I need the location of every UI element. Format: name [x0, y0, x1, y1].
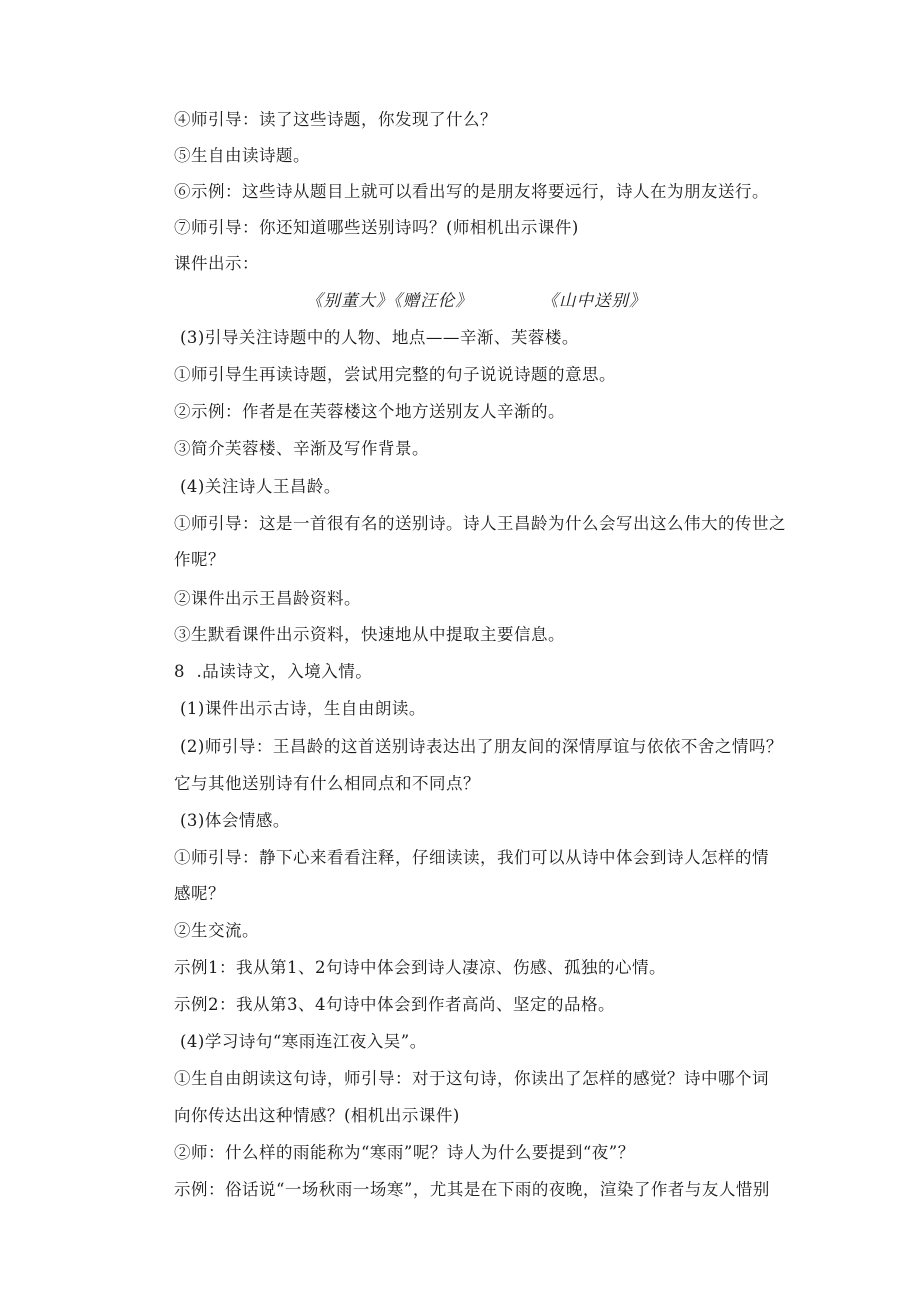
paragraph-line: 向你传达出这种情感？(相机出示课件): [174, 1106, 460, 1125]
paragraph-line: ①师引导生再读诗题，尝试用完整的句子说说诗题的意思。: [174, 365, 616, 384]
paragraph-line: 示例2：我从第3、4句诗中体会到作者高尚、坚定的品格。: [174, 995, 615, 1014]
paragraph-line: 示例：俗话说“一场秋雨一场寒”，尤其是在下雨的夜晚，渲染了作者与友人惜别: [174, 1180, 770, 1199]
paragraph-line: 它与其他送别诗有什么相同点和不同点？: [174, 774, 480, 793]
paragraph-line: (2)师引导：王昌龄的这首送别诗表达出了朋友间的深情厚谊与依依不舍之情吗？: [180, 737, 783, 756]
paragraph-line: 课件出示：: [174, 254, 259, 273]
paragraph-line: ②师：什么样的雨能称为“寒雨”呢？诗人为什么要提到“夜”？: [174, 1143, 635, 1162]
paragraph-line: ①师引导：这是一首很有名的送别诗。诗人王昌龄为什么会写出这么伟大的传世之: [174, 514, 786, 533]
paragraph-line: ⑦师引导：你还知道哪些送别诗吗？(师相机出示课件): [174, 218, 579, 237]
section-heading: (4)关注诗人王昌龄。: [180, 477, 341, 496]
paragraph-line: ①生自由朗读这句诗，师引导：对于这句诗，你读出了怎样的感觉？诗中哪个词: [174, 1069, 769, 1088]
paragraph-line: ⑤生自由读诗题。: [174, 146, 310, 165]
paragraph-line: ③简介芙蓉楼、辛渐及写作背景。: [174, 439, 429, 458]
section-heading: (4)学习诗句“寒雨连江夜入吴”。: [180, 1032, 427, 1051]
paragraph-line: 感呢？: [174, 884, 225, 903]
poem-titles-line: 《别董大》《赠汪伦》 《山中送别》: [306, 291, 647, 310]
section-heading: (3)引导关注诗题中的人物、地点——辛渐、芙蓉楼。: [180, 328, 579, 347]
paragraph-line: ②课件出示王昌龄资料。: [174, 589, 361, 608]
section-heading: 8 .品读诗文，入境入情。: [174, 662, 373, 681]
section-heading: (3)体会情感。: [180, 811, 290, 830]
paragraph-line: ④师引导：读了这些诗题，你发现了什么？: [174, 110, 497, 129]
paragraph-line: ③生默看课件出示资料，快速地从中提取主要信息。: [174, 625, 565, 644]
paragraph-line: 作呢？: [174, 550, 225, 569]
paragraph-line: ②生交流。: [174, 921, 259, 940]
section-heading: (1)课件出示古诗，生自由朗读。: [180, 699, 426, 718]
paragraph-line: ⑥示例：这些诗从题目上就可以看出写的是朋友将要远行，诗人在为朋友送行。: [174, 182, 769, 201]
paragraph-line: 示例1：我从第1、2句诗中体会到诗人凄凉、伤感、孤独的心情。: [174, 958, 666, 977]
paragraph-line: ②示例：作者是在芙蓉楼这个地方送别友人辛渐的。: [174, 402, 565, 421]
paragraph-line: ①师引导：静下心来看看注释，仔细读读，我们可以从诗中体会到诗人怎样的情: [174, 848, 769, 867]
